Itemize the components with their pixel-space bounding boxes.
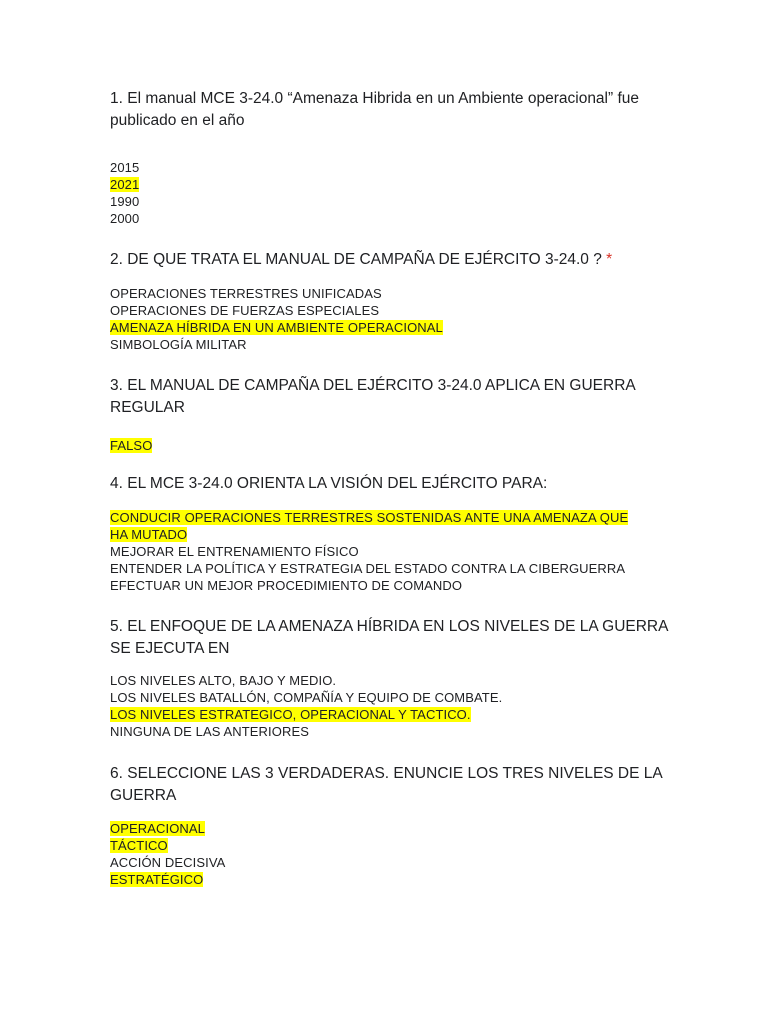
option-item [110, 302, 670, 319]
highlighted-option-text: FALSO [110, 438, 153, 453]
option-text: MEJORAR EL ENTRENAMIENTO FÍSICO [110, 544, 359, 559]
highlighted-option-text: TÁCTICO [110, 838, 168, 853]
question-2-label: 2. DE QUE TRATA EL MANUAL DE CAMPAÑA DE EJÉRCITO 3-24.0 ? [110, 251, 602, 268]
option-item [110, 672, 670, 689]
option-text: EFECTUAR UN MEJOR PROCEDIMIENTO DE COMANDO [110, 578, 463, 593]
question-6-text: 6. SELECCIONE LAS 3 VERDADERAS. ENUNCIE LOS TRES NIVELES DE LA GUERRA [110, 765, 662, 804]
option-text: NINGUNA DE LAS ANTERIORES [110, 724, 309, 739]
question-3-text: 3. EL MANUAL DE CAMPAÑA DEL EJÉRCITO 3-24.0 APLICA EN GUERRA REGULAR [110, 377, 635, 416]
option-text: OPERACIONES DE FUERZAS ESPECIALES [110, 303, 380, 318]
required-asterisk: * [606, 251, 613, 268]
option-item [110, 706, 670, 723]
option-item [110, 820, 670, 837]
question-2-options [110, 285, 670, 353]
highlighted-option-text: ESTRATÉGICO [110, 872, 204, 887]
option-text: LOS NIVELES ALTO, BAJO Y MEDIO. [110, 673, 337, 688]
option-item [110, 871, 670, 888]
question-3-options [110, 437, 670, 454]
option-item [110, 543, 670, 560]
option-item [110, 509, 650, 543]
question-5-text: 5. EL ENFOQUE DE LA AMENAZA HÍBRIDA EN LOS NIVELES DE LA GUERRA SE EJECUTA EN [110, 618, 668, 657]
option-item [110, 176, 670, 193]
option-item [110, 723, 670, 740]
option-text: ACCIÓN DECISIVA [110, 855, 226, 870]
option-item [110, 336, 670, 353]
highlighted-option-text: 2021 [110, 177, 140, 192]
highlighted-option-text: LOS NIVELES ESTRATEGICO, OPERACIONAL Y TACTICO. [110, 707, 471, 722]
highlighted-option-text: OPERACIONAL [110, 821, 206, 836]
option-item [110, 159, 670, 176]
option-item [110, 854, 670, 871]
option-text: ENTENDER LA POLÍTICA Y ESTRATEGIA DEL ESTADO CONTRA LA CIBERGUERRA [110, 561, 626, 576]
option-item [110, 193, 670, 210]
option-item [110, 285, 670, 302]
option-item [110, 837, 670, 854]
question-1-options [110, 159, 670, 227]
option-text: 2015 [110, 160, 140, 175]
question-4-options [110, 509, 670, 594]
question-5-options [110, 672, 670, 740]
option-text: OPERACIONES TERRESTRES UNIFICADAS [110, 286, 382, 301]
option-text: 2000 [110, 211, 140, 226]
question-1-text: 1. El manual MCE 3-24.0 “Amenaza Hibrida en un Ambiente operacional” fue publicado en el año [110, 90, 640, 129]
option-item [110, 560, 670, 577]
option-item [110, 577, 670, 594]
option-text: LOS NIVELES BATALLÓN, COMPAÑÍA Y EQUIPO DE COMBATE. [110, 690, 503, 705]
option-item [110, 210, 670, 227]
highlighted-option-text: AMENAZA HÍBRIDA EN UN AMBIENTE OPERACIONAL [110, 320, 443, 335]
option-item [110, 437, 670, 454]
option-item [110, 319, 670, 336]
option-item [110, 689, 670, 706]
option-text: 1990 [110, 194, 140, 209]
question-6-options [110, 820, 670, 888]
highlighted-option-text: CONDUCIR OPERACIONES TERRESTRES SOSTENIDAS ANTE UNA AMENAZA QUE HA MUTADO [110, 510, 629, 542]
question-4-text: 4. EL MCE 3-24.0 ORIENTA LA VISIÓN DEL EJÉRCITO PARA: [110, 475, 548, 492]
option-text: SIMBOLOGÍA MILITAR [110, 337, 247, 352]
question-2-text [110, 249, 670, 271]
